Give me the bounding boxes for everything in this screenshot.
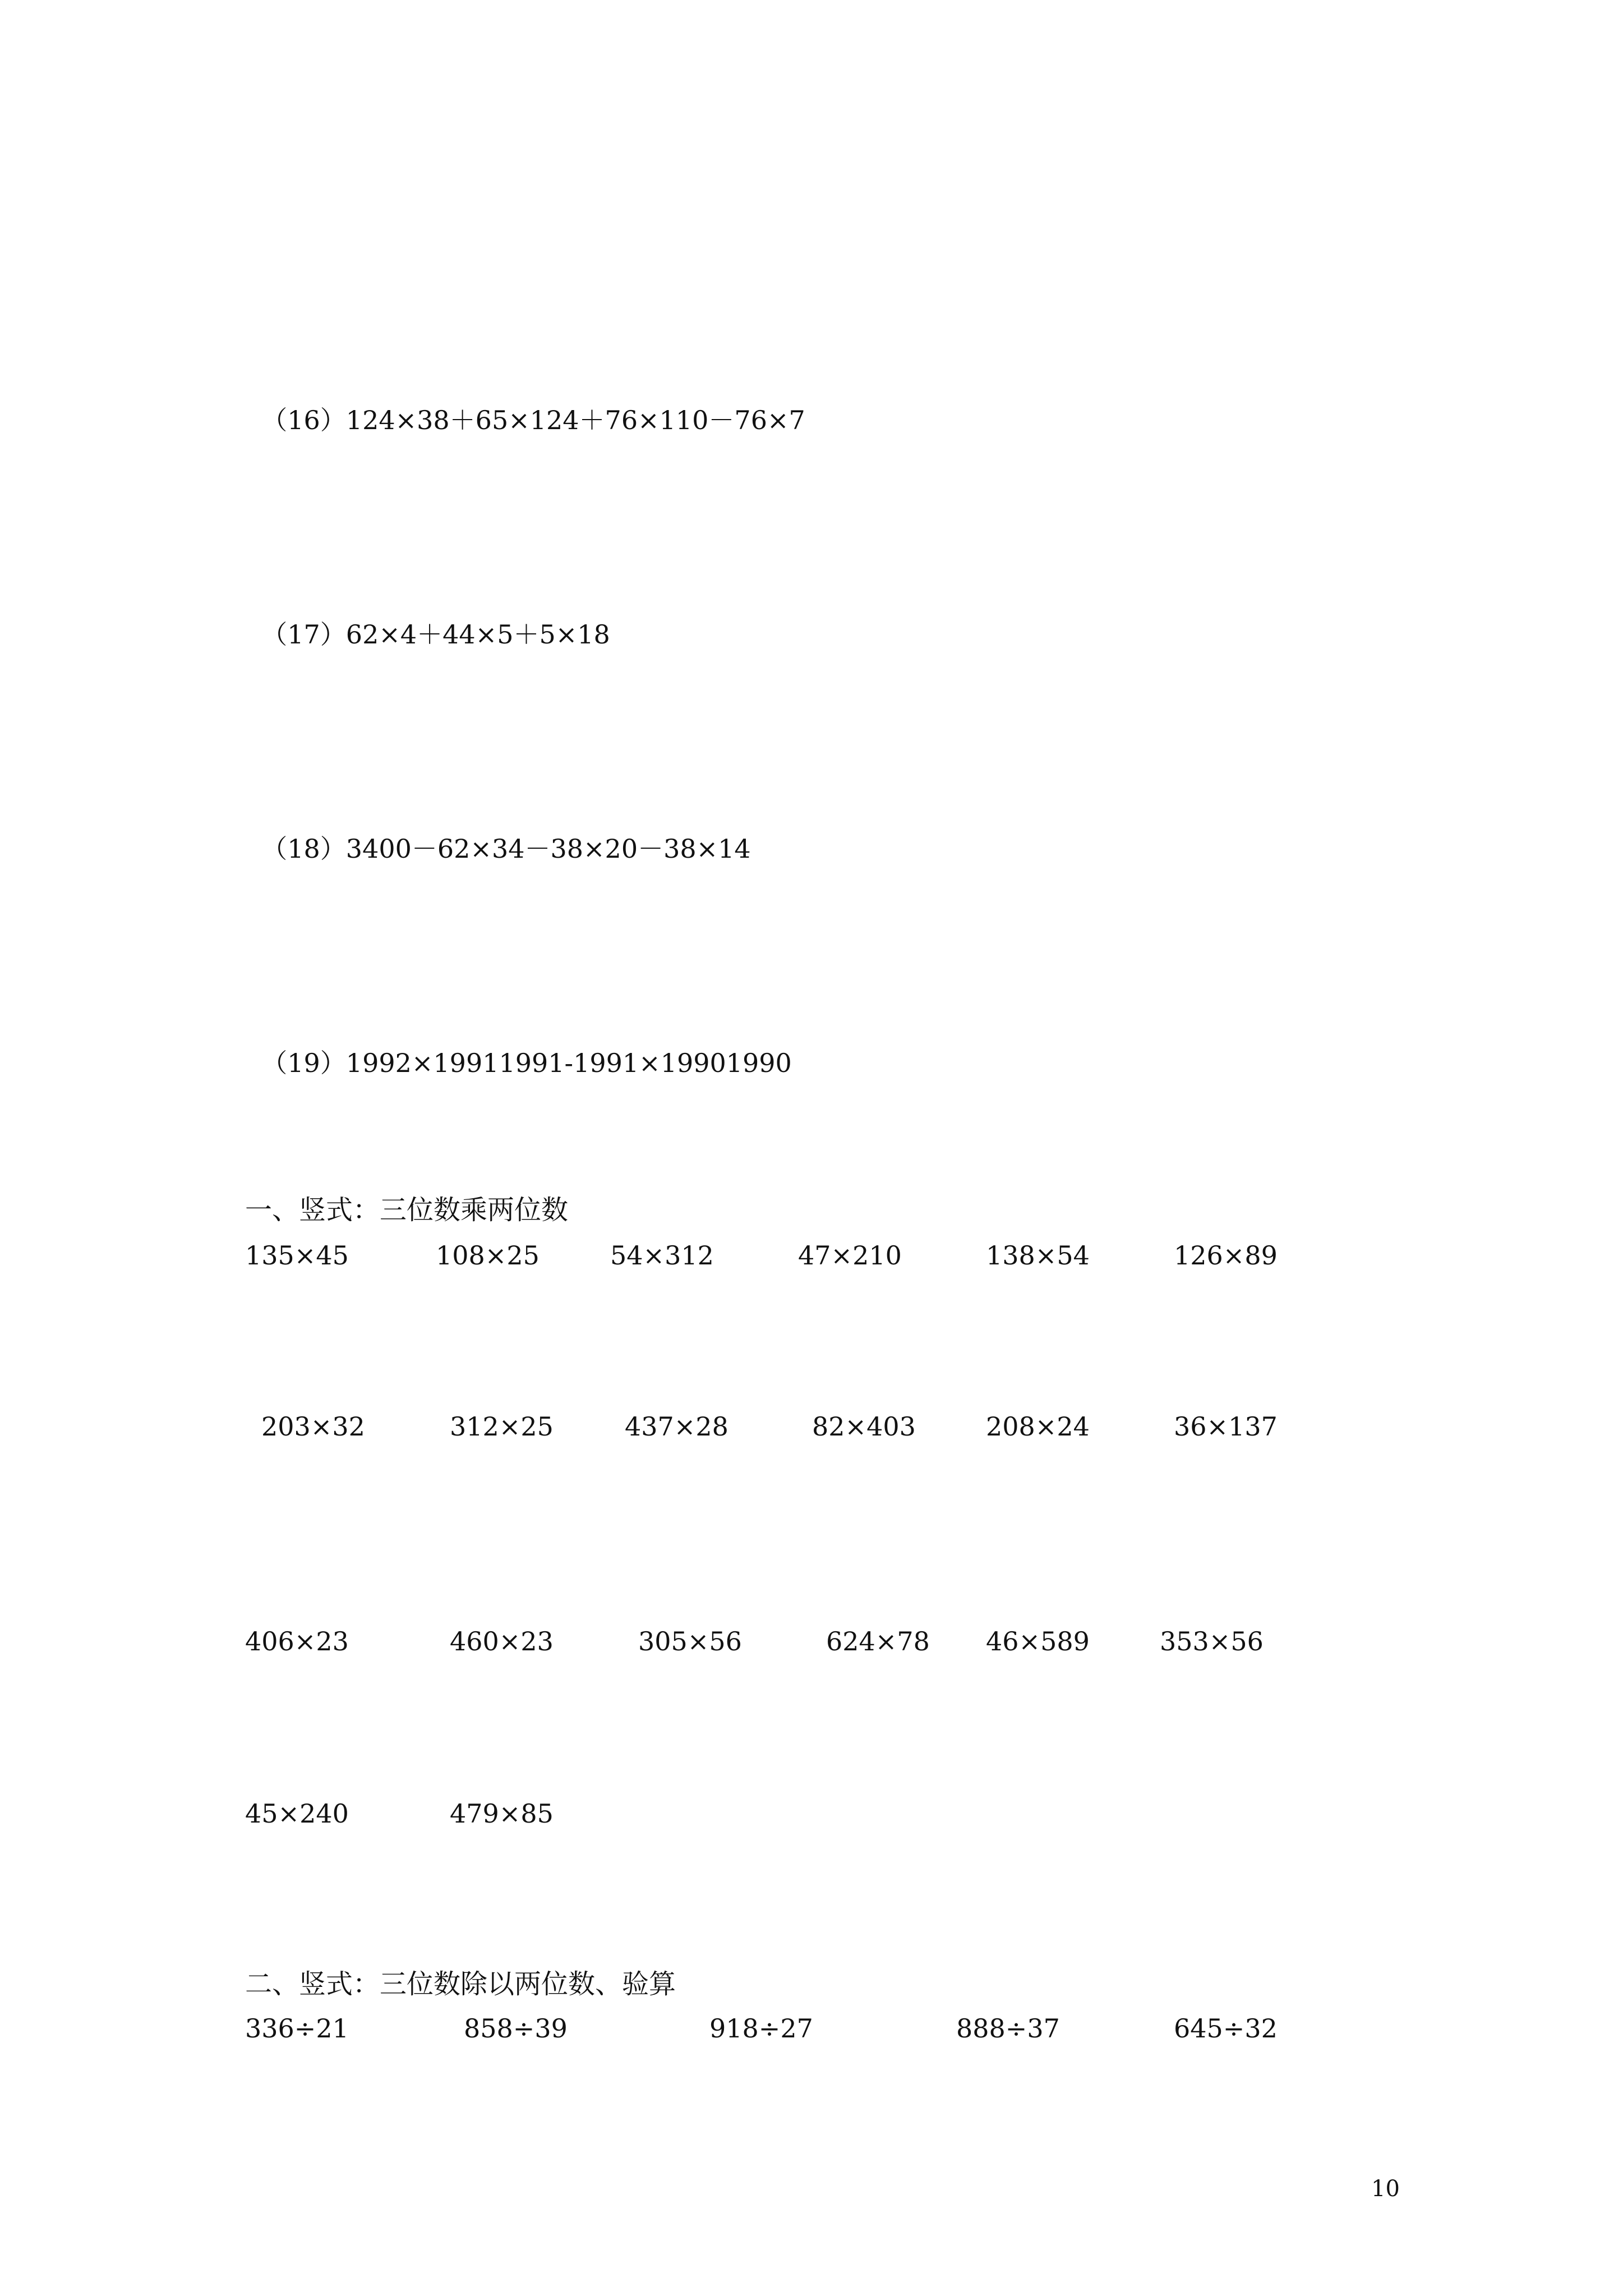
division-item: 645÷32 xyxy=(1174,2013,1278,2044)
page-number: 10 xyxy=(1371,2176,1400,2202)
multiplication-item: 208×24 xyxy=(986,1411,1090,1442)
multiplication-item: 305×56 xyxy=(638,1626,742,1657)
problem-label: （19） xyxy=(261,1048,346,1078)
multiplication-item: 437×28 xyxy=(625,1411,728,1442)
multiplication-item: 126×89 xyxy=(1174,1240,1278,1271)
division-item: 888÷37 xyxy=(956,2013,1060,2044)
multiplication-item: 138×54 xyxy=(986,1240,1090,1271)
multiplication-item: 54×312 xyxy=(610,1240,714,1271)
division-item: 918÷27 xyxy=(709,2013,813,2044)
problem-expression: 1992×19911991-1991×19901990 xyxy=(345,1048,792,1078)
section-2-title: 二、竖式：三位数除以两位数、验算 xyxy=(245,1968,676,2000)
division-item: 336÷21 xyxy=(245,2013,349,2044)
problem-19 xyxy=(245,1024,792,1076)
section-1-title: 一、竖式：三位数乘两位数 xyxy=(245,1194,569,1226)
multiplication-item: 108×25 xyxy=(436,1240,540,1271)
problem-expression: 124×38＋65×124＋76×110－76×7 xyxy=(345,405,805,435)
multiplication-item: 36×137 xyxy=(1174,1411,1278,1442)
multiplication-item: 460×23 xyxy=(450,1626,554,1657)
problem-label: （18） xyxy=(261,834,346,864)
multiplication-item: 353×56 xyxy=(1160,1626,1264,1657)
multiplication-item: 624×78 xyxy=(826,1626,930,1657)
multiplication-item: 135×45 xyxy=(245,1240,349,1271)
multiplication-item: 479×85 xyxy=(450,1798,554,1829)
problem-18 xyxy=(245,810,751,862)
multiplication-item: 46×589 xyxy=(986,1626,1090,1657)
multiplication-item: 406×23 xyxy=(245,1626,349,1657)
multiplication-item: 47×210 xyxy=(798,1240,902,1271)
problem-expression: 3400－62×34－38×20－38×14 xyxy=(345,834,751,864)
problem-label: （16） xyxy=(261,405,346,435)
problem-17 xyxy=(245,596,610,650)
problem-expression: 62×4＋44×5＋5×18 xyxy=(345,619,610,650)
multiplication-item: 203×32 xyxy=(261,1411,365,1442)
multiplication-item: 45×240 xyxy=(245,1798,349,1829)
problem-16 xyxy=(245,381,805,433)
multiplication-item: 312×25 xyxy=(450,1411,554,1442)
problem-label: （17） xyxy=(261,619,346,650)
division-item: 858÷39 xyxy=(464,2013,568,2044)
multiplication-item: 82×403 xyxy=(812,1411,916,1442)
